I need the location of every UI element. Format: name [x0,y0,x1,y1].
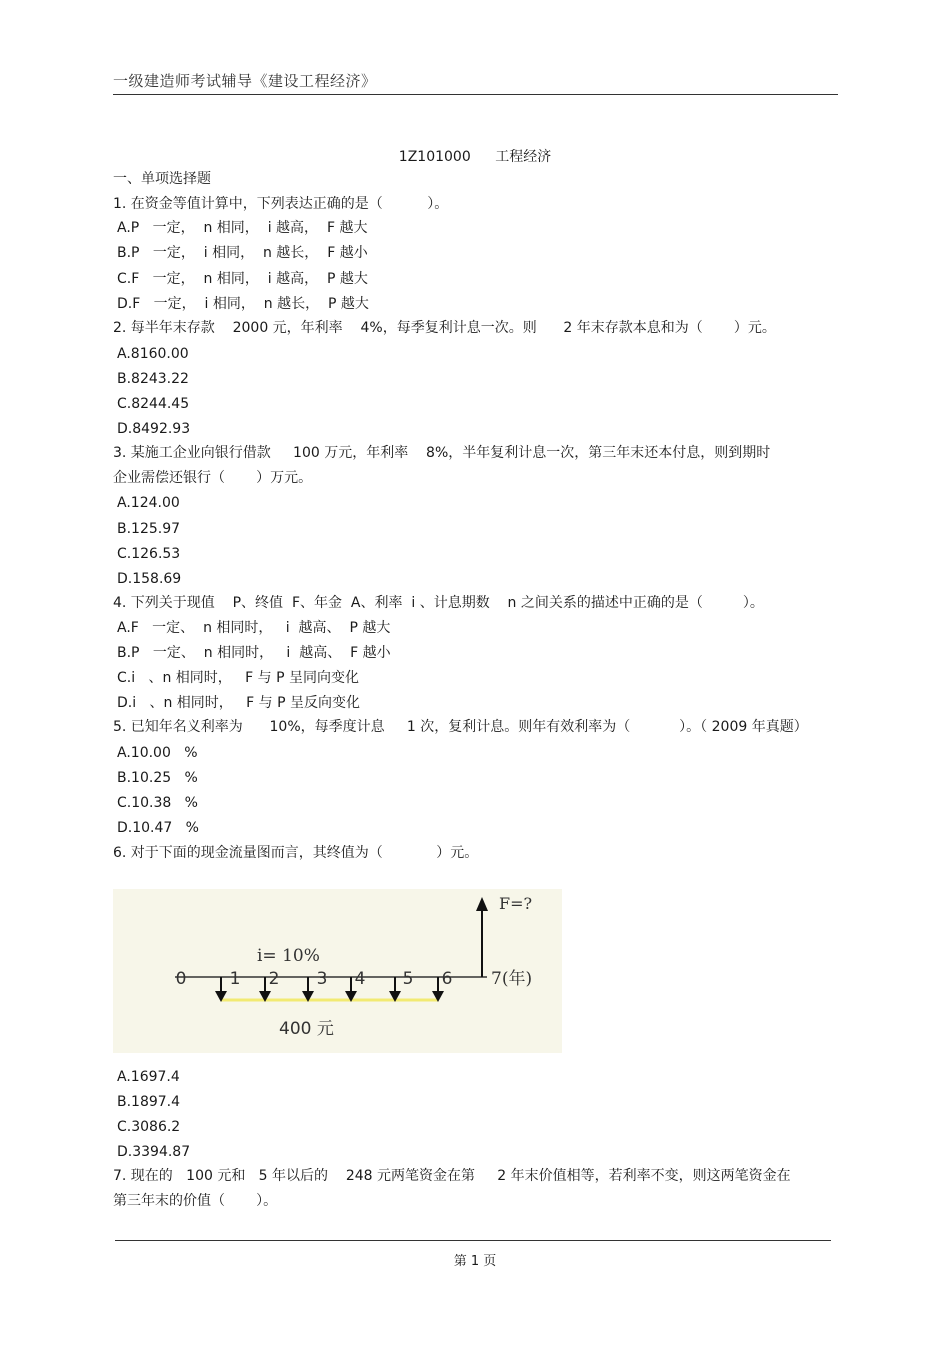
section-heading: 一、单项选择题 [113,171,211,187]
payment-arrow [215,977,227,1002]
answer-option: A.P 一定， n 相同， i 越高， F 越大 [117,220,368,236]
period-label: 3 [316,969,328,989]
answer-option: C.10.38 % [117,795,198,811]
period-label: 2 [268,969,280,989]
question-stem: 6. 对于下面的现金流量图而言，其终值为（ ）元。 [113,845,479,861]
period-label: 5 [402,969,414,989]
period-label: 1 [229,969,241,989]
answer-option: C.126.53 [117,546,181,562]
end-period-label: 7(年) [491,969,533,989]
answer-option: A.8160.00 [117,346,189,362]
answer-option: D.158.69 [117,571,182,587]
payment-arrow [389,977,401,1002]
answer-option: B.8243.22 [117,371,189,387]
future-value-label: F=? [499,894,533,913]
question-stem-continued: 企业需偿还银行（ ）万元。 [113,470,313,486]
question-stem: 1. 在资金等值计算中，下列表达正确的是（ ）。 [113,196,449,212]
answer-option: D.8492.93 [117,421,191,437]
footer-divider [115,1240,831,1241]
period-label: 0 [175,969,187,989]
question-stem: 5. 已知年名义利率为 10%，每季度计息 1 次，复利计息。则年有效利率为（ ）。（ 2009 年真题） [113,719,808,735]
answer-option: B.1897.4 [117,1094,181,1110]
period-label: 6 [441,969,453,989]
chapter-code: 1Z101000 [398,149,471,165]
answer-option: B.10.25 % [117,770,198,786]
answer-option: B.P 一定、 n 相同时， i 越高、 F 越小 [117,645,391,661]
answer-option: D.3394.87 [117,1144,191,1160]
answer-option: B.125.97 [117,521,181,537]
rate-label: i= 10% [257,946,320,966]
payment-arrow [302,977,314,1002]
page-number: 第 1 页 [453,1254,497,1269]
period-label: 4 [354,969,366,989]
running-header: 一级建造师考试辅导《建设工程经济》 [113,72,377,90]
answer-option: C.i 、n 相同时， F 与 P 呈同向变化 [117,670,359,686]
header-divider [113,94,838,95]
answer-option: D.10.47 % [117,820,199,836]
question-stem-continued: 第三年末的价值（ ）。 [113,1193,278,1209]
answer-option: A.1697.4 [117,1069,180,1085]
question-stem: 3. 某施工企业向银行借款 100 万元，年利率 8%，半年复利计息一次，第三年末还本付息，则到期时 [113,445,771,461]
question-stem: 2. 每半年末存款 2000 元，年利率 4%，每季复利计息一次。则 2 年末存款本息和为（ ）元。 [113,320,776,336]
answer-option: C.3086.2 [117,1119,181,1135]
answer-option: C.F 一定， n 相同， i 越高， P 越大 [117,271,368,287]
answer-option: B.P 一定， i 相同， n 越长， F 越小 [117,245,368,261]
answer-option: A.10.00 % [117,745,198,761]
answer-option: D.i 、n 相同时， F 与 P 呈反向变化 [117,695,360,711]
answer-option: A.124.00 [117,495,180,511]
question-stem: 4. 下列关于现值 P、终值 F、年金 A、利率 i 、计息期数 n 之间关系的描述中正确的是（ ）。 [113,595,764,611]
answer-option: D.F 一定， i 相同， n 越长， P 越大 [117,296,369,312]
chapter-name: 工程经济 [495,149,552,165]
answer-option: C.8244.45 [117,396,190,412]
amount-label: 400 元 [279,1019,334,1039]
chapter-title [0,146,950,166]
cash-flow-diagram [113,889,562,1053]
answer-option: A.F 一定、 n 相同时， i 越高、 P 越大 [117,620,391,636]
question-stem: 7. 现在的 100 元和 5 年以后的 248 元两笔资金在第 2 年末价值相等，若利率不变，则这两笔资金在 [113,1168,791,1184]
future-value-arrow [476,897,488,977]
